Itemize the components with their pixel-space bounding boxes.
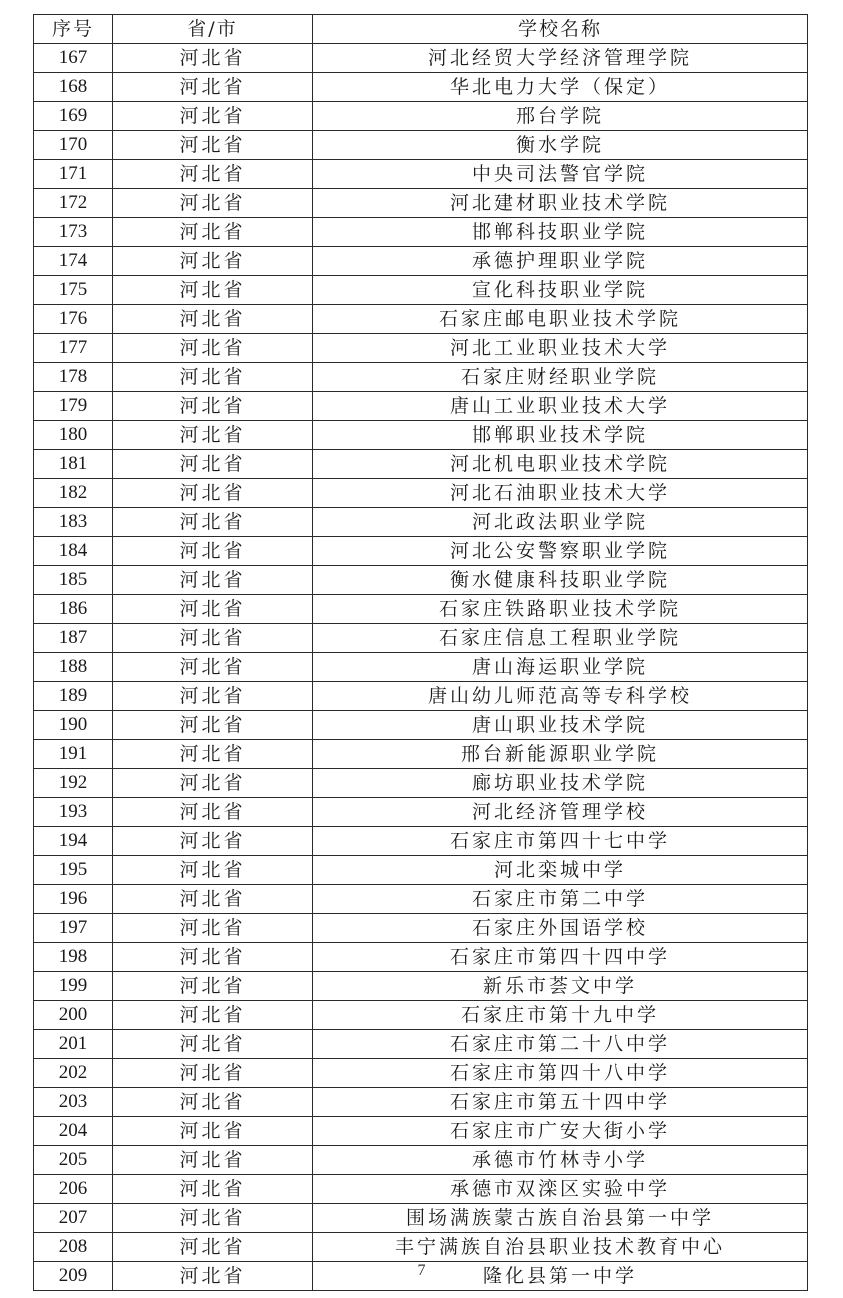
province-cell: 河北省 <box>113 363 313 392</box>
table-row <box>34 508 808 537</box>
school-name-cell: 隆化县第一中学 <box>313 1262 808 1291</box>
school-name-cell: 衡水学院 <box>313 131 808 160</box>
serial-number-cell: 195 <box>34 856 113 885</box>
province-cell: 河北省 <box>113 1088 313 1117</box>
province-cell: 河北省 <box>113 595 313 624</box>
province-cell: 河北省 <box>113 798 313 827</box>
serial-number-cell: 182 <box>34 479 113 508</box>
table-row <box>34 537 808 566</box>
serial-number-cell: 198 <box>34 943 113 972</box>
province-cell: 河北省 <box>113 421 313 450</box>
province-cell: 河北省 <box>113 218 313 247</box>
serial-number-cell: 201 <box>34 1030 113 1059</box>
province-cell: 河北省 <box>113 566 313 595</box>
province-cell: 河北省 <box>113 537 313 566</box>
province-cell: 河北省 <box>113 73 313 102</box>
province-cell: 河北省 <box>113 44 313 73</box>
school-name-cell: 河北政法职业学院 <box>313 508 808 537</box>
table-row <box>34 1030 808 1059</box>
table-row <box>34 914 808 943</box>
school-name-cell: 河北栾城中学 <box>313 856 808 885</box>
serial-number-cell: 184 <box>34 537 113 566</box>
table-row <box>34 711 808 740</box>
table-row <box>34 682 808 711</box>
table-row <box>34 305 808 334</box>
school-name-cell: 承德市双滦区实验中学 <box>313 1175 808 1204</box>
school-name-cell: 河北建材职业技术学院 <box>313 189 808 218</box>
serial-number-cell: 196 <box>34 885 113 914</box>
table-row <box>34 827 808 856</box>
province-cell: 河北省 <box>113 943 313 972</box>
serial-number-cell: 209 <box>34 1262 113 1291</box>
school-name-cell: 石家庄市第五十四中学 <box>313 1088 808 1117</box>
province-cell: 河北省 <box>113 740 313 769</box>
serial-number-cell: 203 <box>34 1088 113 1117</box>
school-name-cell: 河北机电职业技术学院 <box>313 450 808 479</box>
province-cell: 河北省 <box>113 131 313 160</box>
school-name-cell: 中央司法警官学院 <box>313 160 808 189</box>
province-cell: 河北省 <box>113 1059 313 1088</box>
serial-number-cell: 185 <box>34 566 113 595</box>
school-name-cell: 河北公安警察职业学院 <box>313 537 808 566</box>
school-name-cell: 石家庄市第二中学 <box>313 885 808 914</box>
school-name-cell: 承德市竹林寺小学 <box>313 1146 808 1175</box>
table-row <box>34 247 808 276</box>
school-name-cell: 承德护理职业学院 <box>313 247 808 276</box>
province-cell: 河北省 <box>113 305 313 334</box>
province-cell: 河北省 <box>113 711 313 740</box>
table-row <box>34 1059 808 1088</box>
province-cell: 河北省 <box>113 392 313 421</box>
school-name-cell: 石家庄邮电职业技术学院 <box>313 305 808 334</box>
table-row <box>34 1001 808 1030</box>
serial-number-cell: 178 <box>34 363 113 392</box>
serial-number-cell: 180 <box>34 421 113 450</box>
table-row <box>34 566 808 595</box>
table-row <box>34 653 808 682</box>
school-name-cell: 石家庄财经职业学院 <box>313 363 808 392</box>
header-serial-number: 序号 <box>34 15 113 44</box>
school-name-cell: 河北经贸大学经济管理学院 <box>313 44 808 73</box>
table-row <box>34 798 808 827</box>
school-name-cell: 邢台新能源职业学院 <box>313 740 808 769</box>
table-row <box>34 334 808 363</box>
table-row <box>34 740 808 769</box>
serial-number-cell: 177 <box>34 334 113 363</box>
province-cell: 河北省 <box>113 885 313 914</box>
table-row <box>34 479 808 508</box>
table-row <box>34 392 808 421</box>
province-cell: 河北省 <box>113 276 313 305</box>
school-name-cell: 石家庄市第四十七中学 <box>313 827 808 856</box>
table-row <box>34 1146 808 1175</box>
serial-number-cell: 200 <box>34 1001 113 1030</box>
school-list-table <box>33 14 808 1291</box>
table-row <box>34 1117 808 1146</box>
province-cell: 河北省 <box>113 1030 313 1059</box>
serial-number-cell: 204 <box>34 1117 113 1146</box>
serial-number-cell: 205 <box>34 1146 113 1175</box>
serial-number-cell: 193 <box>34 798 113 827</box>
school-name-cell: 石家庄市广安大街小学 <box>313 1117 808 1146</box>
province-cell: 河北省 <box>113 334 313 363</box>
province-cell: 河北省 <box>113 624 313 653</box>
school-name-cell: 石家庄信息工程职业学院 <box>313 624 808 653</box>
serial-number-cell: 192 <box>34 769 113 798</box>
school-name-cell: 石家庄市第二十八中学 <box>313 1030 808 1059</box>
serial-number-cell: 172 <box>34 189 113 218</box>
table-row <box>34 189 808 218</box>
serial-number-cell: 168 <box>34 73 113 102</box>
school-name-cell: 邢台学院 <box>313 102 808 131</box>
school-name-cell: 石家庄市第四十八中学 <box>313 1059 808 1088</box>
table-row <box>34 1175 808 1204</box>
table-row <box>34 1088 808 1117</box>
province-cell: 河北省 <box>113 1233 313 1262</box>
serial-number-cell: 181 <box>34 450 113 479</box>
school-name-cell: 唐山工业职业技术大学 <box>313 392 808 421</box>
school-name-cell: 河北工业职业技术大学 <box>313 334 808 363</box>
province-cell: 河北省 <box>113 189 313 218</box>
school-name-cell: 石家庄市第十九中学 <box>313 1001 808 1030</box>
province-cell: 河北省 <box>113 1204 313 1233</box>
table-row <box>34 1233 808 1262</box>
serial-number-cell: 179 <box>34 392 113 421</box>
serial-number-cell: 186 <box>34 595 113 624</box>
serial-number-cell: 187 <box>34 624 113 653</box>
table-header-row <box>34 15 808 44</box>
serial-number-cell: 174 <box>34 247 113 276</box>
table-row <box>34 363 808 392</box>
school-name-cell: 廊坊职业技术学院 <box>313 769 808 798</box>
province-cell: 河北省 <box>113 479 313 508</box>
table-row <box>34 160 808 189</box>
serial-number-cell: 202 <box>34 1059 113 1088</box>
header-school-name: 学校名称 <box>313 15 808 44</box>
table-row <box>34 595 808 624</box>
serial-number-cell: 189 <box>34 682 113 711</box>
province-cell: 河北省 <box>113 508 313 537</box>
page-number: 7 <box>417 1262 426 1279</box>
school-name-cell: 宣化科技职业学院 <box>313 276 808 305</box>
school-name-cell: 新乐市荟文中学 <box>313 972 808 1001</box>
serial-number-cell: 171 <box>34 160 113 189</box>
serial-number-cell: 207 <box>34 1204 113 1233</box>
school-name-cell: 石家庄铁路职业技术学院 <box>313 595 808 624</box>
province-cell: 河北省 <box>113 1146 313 1175</box>
province-cell: 河北省 <box>113 972 313 1001</box>
table-row <box>34 769 808 798</box>
province-cell: 河北省 <box>113 653 313 682</box>
province-cell: 河北省 <box>113 1262 313 1291</box>
province-cell: 河北省 <box>113 769 313 798</box>
serial-number-cell: 175 <box>34 276 113 305</box>
province-cell: 河北省 <box>113 1175 313 1204</box>
serial-number-cell: 208 <box>34 1233 113 1262</box>
table-row <box>34 943 808 972</box>
school-name-cell: 唐山海运职业学院 <box>313 653 808 682</box>
school-name-cell: 唐山职业技术学院 <box>313 711 808 740</box>
table-row <box>34 102 808 131</box>
school-name-cell: 衡水健康科技职业学院 <box>313 566 808 595</box>
serial-number-cell: 169 <box>34 102 113 131</box>
school-name-cell: 丰宁满族自治县职业技术教育中心 <box>313 1233 808 1262</box>
table-row <box>34 131 808 160</box>
table-row <box>34 624 808 653</box>
serial-number-cell: 188 <box>34 653 113 682</box>
table-body <box>34 44 808 1291</box>
table-row <box>34 972 808 1001</box>
serial-number-cell: 176 <box>34 305 113 334</box>
table-row <box>34 450 808 479</box>
school-name-cell: 石家庄市第四十四中学 <box>313 943 808 972</box>
province-cell: 河北省 <box>113 450 313 479</box>
table-row <box>34 73 808 102</box>
serial-number-cell: 173 <box>34 218 113 247</box>
school-name-cell: 唐山幼儿师范高等专科学校 <box>313 682 808 711</box>
school-name-cell: 邯郸科技职业学院 <box>313 218 808 247</box>
province-cell: 河北省 <box>113 247 313 276</box>
province-cell: 河北省 <box>113 1117 313 1146</box>
school-name-cell: 围场满族蒙古族自治县第一中学 <box>313 1204 808 1233</box>
serial-number-cell: 183 <box>34 508 113 537</box>
table-row <box>34 1204 808 1233</box>
table-row <box>34 218 808 247</box>
province-cell: 河北省 <box>113 682 313 711</box>
table-row <box>34 421 808 450</box>
serial-number-cell: 170 <box>34 131 113 160</box>
table-row <box>34 276 808 305</box>
serial-number-cell: 167 <box>34 44 113 73</box>
table-row <box>34 885 808 914</box>
serial-number-cell: 190 <box>34 711 113 740</box>
serial-number-cell: 194 <box>34 827 113 856</box>
serial-number-cell: 197 <box>34 914 113 943</box>
province-cell: 河北省 <box>113 1001 313 1030</box>
school-name-cell: 石家庄外国语学校 <box>313 914 808 943</box>
province-cell: 河北省 <box>113 856 313 885</box>
province-cell: 河北省 <box>113 102 313 131</box>
serial-number-cell: 199 <box>34 972 113 1001</box>
province-cell: 河北省 <box>113 827 313 856</box>
serial-number-cell: 191 <box>34 740 113 769</box>
table-row <box>34 44 808 73</box>
school-name-cell: 邯郸职业技术学院 <box>313 421 808 450</box>
header-province: 省/市 <box>113 15 313 44</box>
serial-number-cell: 206 <box>34 1175 113 1204</box>
school-name-cell: 河北经济管理学校 <box>313 798 808 827</box>
province-cell: 河北省 <box>113 160 313 189</box>
school-name-cell: 华北电力大学（保定） <box>313 73 808 102</box>
school-name-cell: 河北石油职业技术大学 <box>313 479 808 508</box>
province-cell: 河北省 <box>113 914 313 943</box>
table-row <box>34 856 808 885</box>
